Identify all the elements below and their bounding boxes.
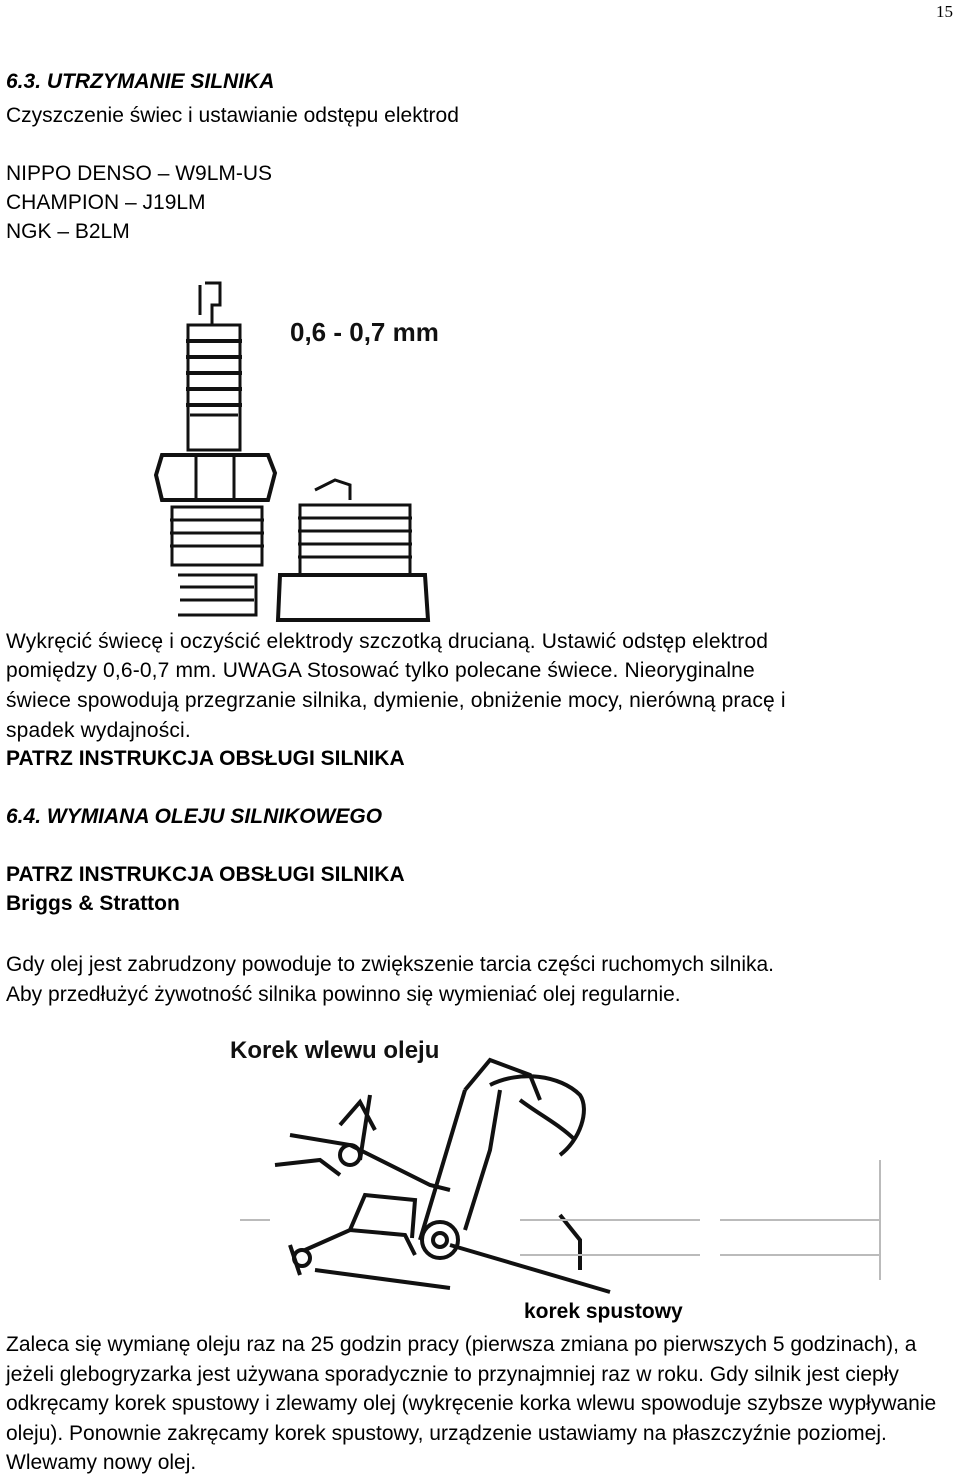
page-number: 15 <box>936 2 953 21</box>
spark-plug-item: NIPPO DENSO – W9LM-US <box>6 162 273 185</box>
oil-filler-cap-label: Korek wlewu oleju <box>230 1037 440 1064</box>
spark-plug-item: CHAMPION – J19LM <box>6 191 206 214</box>
paragraph-line: pomiędzy 0,6-0,7 mm. UWAGA Stosować tylko polecane świece. Nieoryginalne <box>6 659 755 682</box>
see-manual-note: PATRZ INSTRUKCJA OBSŁUGI SILNIKA <box>6 747 405 770</box>
section-heading-6-4: 6.4. WYMIANA OLEJU SILNIKOWEGO <box>6 805 383 828</box>
paragraph-line: Gdy olej jest zabrudzony powoduje to zwiększenie tarcia części ruchomych silnika. <box>6 953 775 976</box>
paragraph-line: spadek wydajności. <box>6 719 191 742</box>
paragraph-line: świece spowodują przegrzanie silnika, dymienie, obniżenie mocy, nierówną pracę i <box>6 689 786 712</box>
brand-name: Briggs & Stratton <box>6 892 180 915</box>
section-subtitle: Czyszczenie świec i ustawianie odstępu elektrod <box>6 104 459 127</box>
paragraph-line: Aby przedłużyć żywotność silnika powinno się wymieniać olej regularnie. <box>6 983 681 1006</box>
oil-change-paragraph: Zaleca się wymianę oleju raz na 25 godzin pracy (pierwsza zmiana po pierwszych 5 godzinach), a jeżeli glebogryzarka jest używana sporadycznie to przynajmniej raz w roku. Gdy silnik jest ciepły odkręcamy korek spustowy i zlewamy olej (wykręcenie korka wlewu spowoduje szybsze wypływanie oleju). Ponownie zakręcamy korek spustowy, urządzenie ustawiamy na płaszczyźnie poziomej. Wlewamy nowy olej. <box>6 1333 937 1474</box>
oil-drain-figure <box>20 1030 940 1300</box>
see-manual-note: PATRZ INSTRUKCJA OBSŁUGI SILNIKA <box>6 863 405 886</box>
drain-plug-label: korek spustowy <box>524 1300 683 1323</box>
spark-plug-figure <box>150 275 440 625</box>
section-heading-6-3: 6.3. UTRZYMANIE SILNIKA <box>6 70 275 93</box>
spark-plug-item: NGK – B2LM <box>6 220 130 243</box>
paragraph-line: Wykręcić świecę i oczyścić elektrody szczotką drucianą. Ustawić odstęp elektrod <box>6 630 769 653</box>
gap-label: 0,6 - 0,7 mm <box>290 317 439 347</box>
